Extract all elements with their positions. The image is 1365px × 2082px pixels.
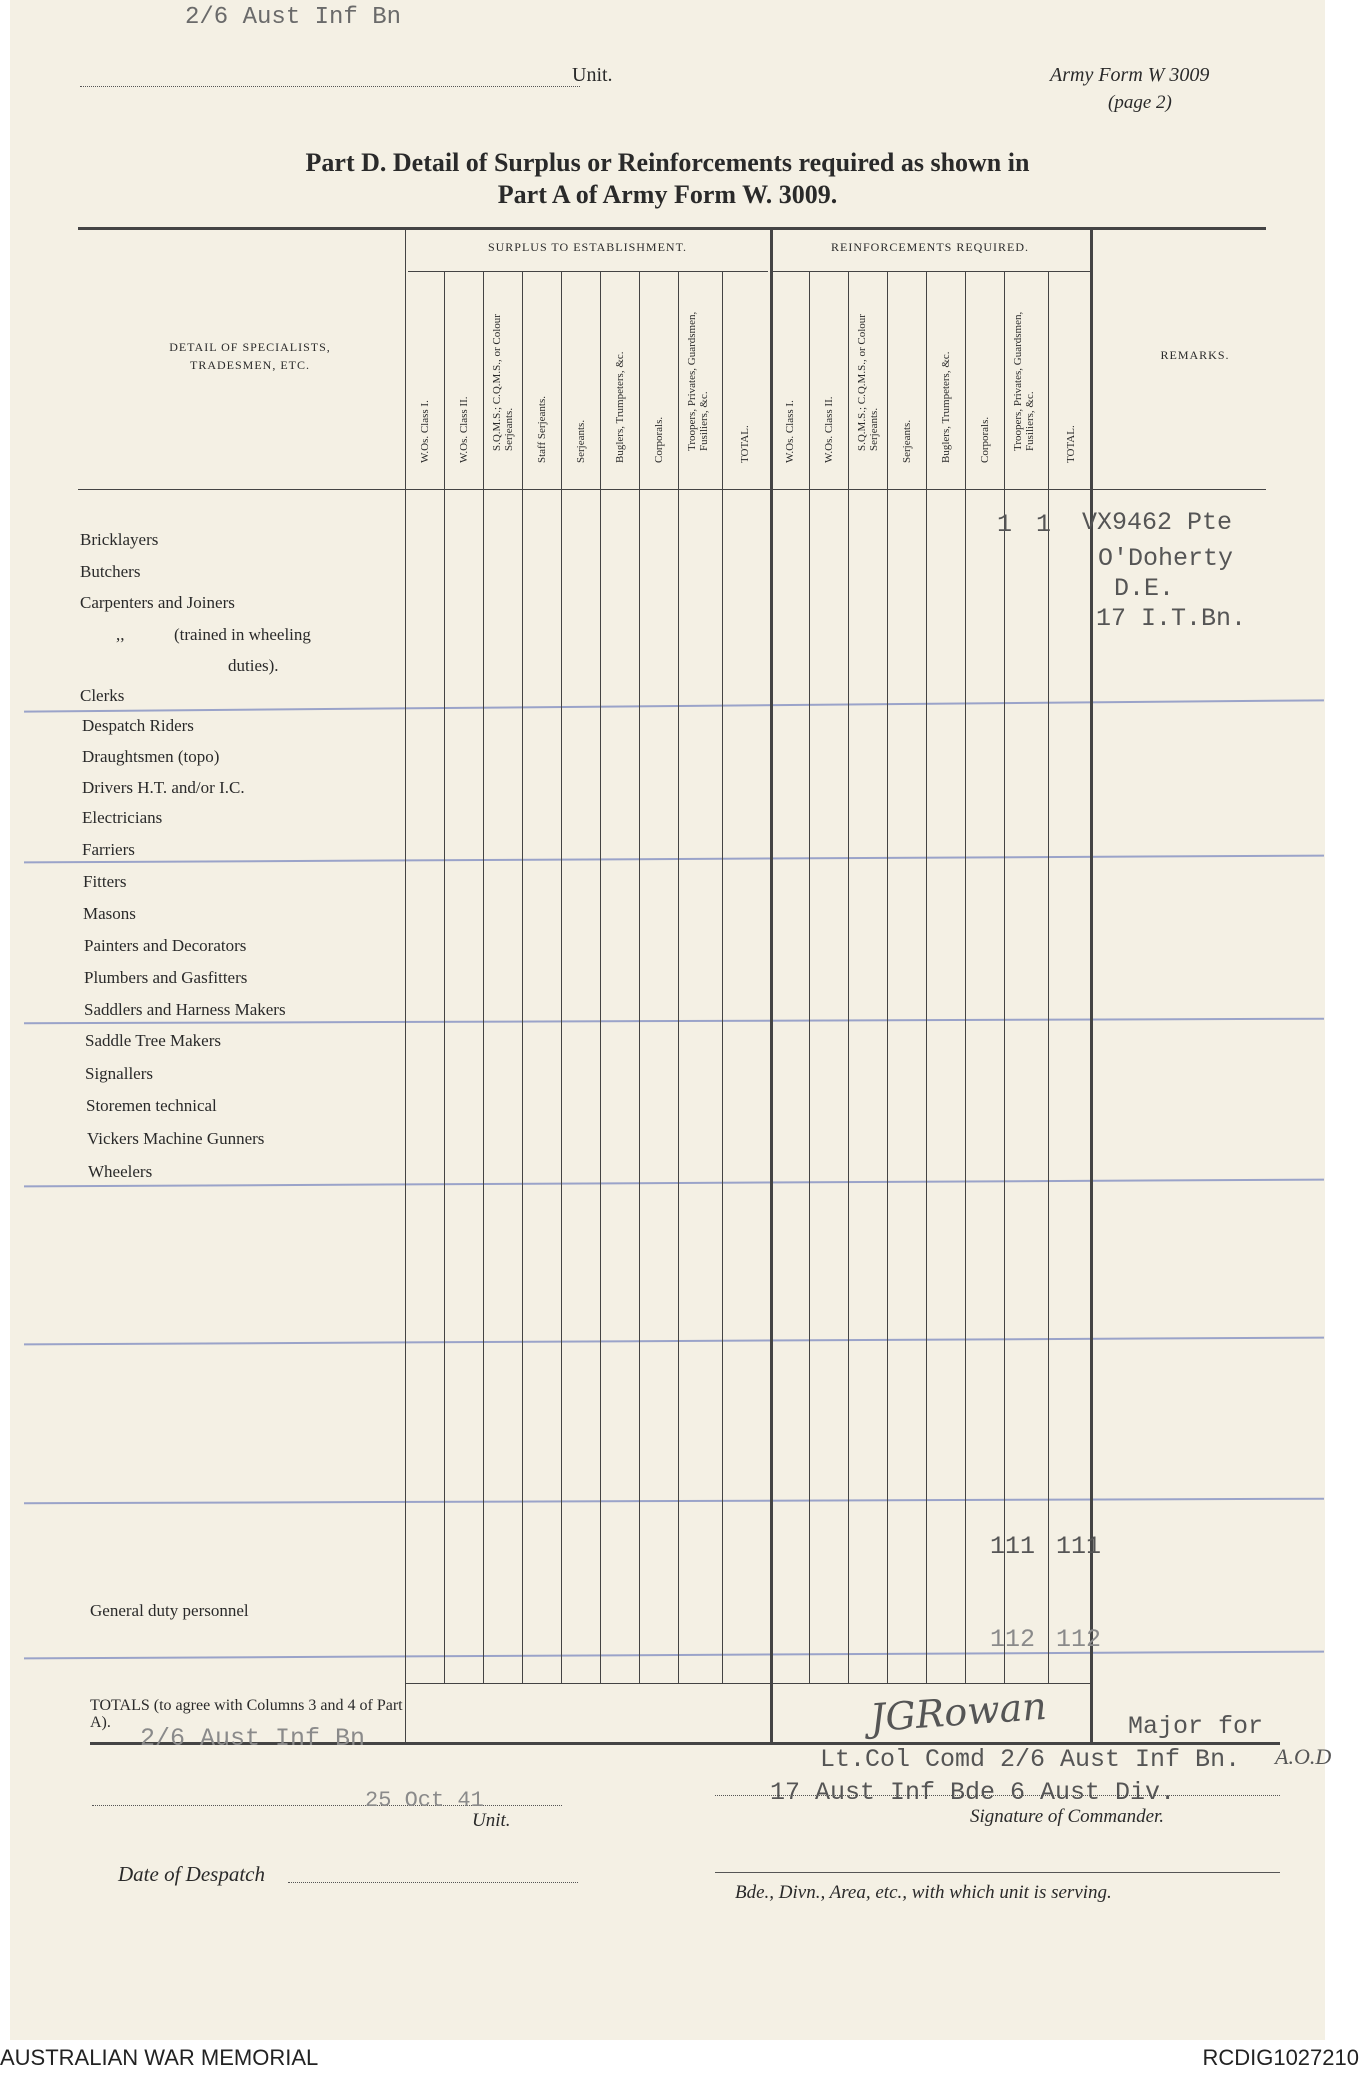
ledger-rule [24, 855, 1324, 864]
formation-line [715, 1872, 1280, 1873]
detail-header: DETAIL OF SPECIALISTS, TRADESMEN, ETC. [169, 340, 331, 372]
form-id: Army Form W 3009 [1050, 64, 1210, 86]
column-line [848, 271, 849, 1683]
col-header: S.Q.M.S.; C.Q.M.S., or Colour Serjeants. [491, 314, 515, 451]
col-header: S.Q.M.S.; C.Q.M.S., or Colour Serjeants. [856, 314, 880, 451]
typed-remark: 17 I.T.Bn. [1096, 604, 1247, 633]
archive-credit: AUSTRALIAN WAR MEMORIAL [0, 2045, 319, 2070]
unit-signature-line [92, 1805, 562, 1806]
typed-remark: VX9462 Pte [1082, 508, 1233, 537]
column-line [639, 271, 640, 1683]
row-label: Fitters [83, 872, 127, 891]
row-label: Drivers H.T. and/or I.C. [82, 778, 245, 797]
handwritten-note: A.O.D [1275, 1744, 1332, 1769]
column-line [722, 271, 723, 1683]
table-top-rule [78, 227, 1266, 230]
ledger-rule [24, 1337, 1324, 1346]
column-line [678, 271, 679, 1683]
col-header: W.Os. Class I. [784, 400, 796, 463]
row-label: Carpenters and Joiners [80, 593, 235, 612]
signature-line [715, 1795, 1280, 1796]
column-line [965, 271, 966, 1683]
table-header-rule [78, 489, 1266, 490]
archive-id: RCDIG1027210 [1202, 2045, 1359, 2070]
row-label: Plumbers and Gasfitters [84, 968, 248, 987]
typed-unit-footer: 2/6 Aust Inf Bn [140, 1724, 366, 1753]
typed-title: Lt.Col Comd 2/6 Aust Inf Bn. [820, 1745, 1241, 1774]
row-label: Draughtsmen (topo) [82, 747, 220, 766]
ledger-rule [24, 699, 1324, 712]
column-line [887, 271, 888, 1683]
row-label: Clerks [80, 686, 125, 705]
row-label: Masons [83, 904, 136, 923]
row-label: Bricklayers [80, 530, 159, 549]
row-label: ,, [116, 625, 125, 644]
row-label: Vickers Machine Gunners [87, 1129, 265, 1148]
totals-rule [405, 1683, 1090, 1684]
row-label: Butchers [80, 562, 141, 581]
remarks-header: REMARKS. [1160, 348, 1230, 362]
divider [770, 228, 773, 1742]
typed-count: 112 [1056, 1625, 1102, 1654]
col-header: Buglers, Trumpeters, &c. [614, 351, 626, 463]
row-label: duties). [228, 656, 279, 675]
col-header: W.Os. Class II. [823, 396, 835, 463]
unit-line [80, 86, 580, 87]
column-line [444, 271, 445, 1683]
col-header: Troopers, Privates, Guardsmen, Fusiliers, &c. [686, 311, 710, 451]
col-header: TOTAL. [1065, 425, 1077, 463]
row-label: Saddle Tree Makers [85, 1031, 221, 1050]
col-header: Staff Serjeants. [536, 395, 548, 463]
col-header: Corporals. [979, 416, 991, 463]
row-label: Wheelers [88, 1162, 153, 1181]
typed-rank: Major for [1128, 1712, 1264, 1741]
col-header: Buglers, Trumpeters, &c. [940, 351, 952, 463]
typed-formation: 17 Aust Inf Bde 6 Aust Div. [770, 1778, 1176, 1807]
divider [405, 228, 406, 1742]
date-line [288, 1882, 578, 1883]
col-header: Serjeants. [575, 419, 587, 463]
totals-label: TOTALS (to agree with Columns 3 and 4 of Part A). [90, 1697, 403, 1731]
ledger-rule [24, 1651, 1324, 1660]
row-label: Storemen technical [86, 1096, 217, 1115]
row-label: Farriers [82, 840, 135, 859]
typed-remark: D.E. [1114, 574, 1175, 603]
col-header: Corporals. [653, 416, 665, 463]
row-label: Electricians [82, 808, 163, 827]
form-sheet [10, 0, 1332, 2040]
reinforcement-group-rule [770, 271, 1090, 272]
column-line [600, 271, 601, 1683]
column-line [561, 271, 562, 1683]
typed-unit-header: 2/6 Aust Inf Bn [185, 4, 402, 31]
col-header: TOTAL. [739, 425, 751, 463]
column-line [483, 271, 484, 1683]
row-label: Signallers [85, 1064, 153, 1083]
col-header: W.Os. Class I. [419, 400, 431, 463]
row-label-general-duty: General duty personnel [90, 1601, 249, 1620]
row-label: Saddlers and Harness Makers [84, 1000, 286, 1019]
column-line [926, 271, 927, 1683]
col-header: Serjeants. [901, 419, 913, 463]
col-header: Troopers, Privates, Guardsmen, Fusiliers, &c. [1012, 311, 1036, 451]
divider [1090, 228, 1093, 1742]
row-label: Despatch Riders [82, 716, 194, 735]
col-header: W.Os. Class II. [458, 396, 470, 463]
commander-signature: JGRowan [868, 1683, 1049, 1741]
unit-label-footer: Unit. [472, 1810, 511, 1831]
form-title-line1: Part D. Detail of Surplus or Reinforcements required as shown in [305, 148, 1030, 177]
form-page: (page 2) [1108, 92, 1172, 113]
column-line [1048, 271, 1049, 1683]
formation-label: Bde., Divn., Area, etc., with which unit is serving. [735, 1882, 1112, 1903]
column-line [1004, 271, 1005, 1683]
form-title-line2: Part A of Army Form W. 3009. [497, 180, 838, 209]
surplus-group-rule [408, 271, 768, 272]
typed-count: 111 [990, 1532, 1036, 1561]
column-line [809, 271, 810, 1683]
typed-count: 112 [990, 1625, 1036, 1654]
ledger-rule [24, 1498, 1324, 1505]
reinforcements-header: REINFORCEMENTS REQUIRED. [830, 240, 1029, 254]
surplus-header: SURPLUS TO ESTABLISHMENT. [487, 240, 688, 254]
typed-date: 25 Oct 41 [365, 1788, 484, 1813]
typed-count: 1 [997, 510, 1013, 539]
unit-label: Unit. [572, 64, 613, 86]
signature-label: Signature of Commander. [970, 1806, 1165, 1827]
typed-remark: O'Doherty [1098, 544, 1234, 573]
typed-count: 111 [1056, 1532, 1102, 1561]
row-label: Painters and Decorators [84, 936, 247, 955]
ledger-rule [24, 1179, 1324, 1188]
date-of-despatch-label: Date of Despatch [118, 1862, 265, 1886]
typed-count: 1 [1036, 510, 1052, 539]
column-line [522, 271, 523, 1683]
row-label: (trained in wheeling [174, 625, 311, 644]
